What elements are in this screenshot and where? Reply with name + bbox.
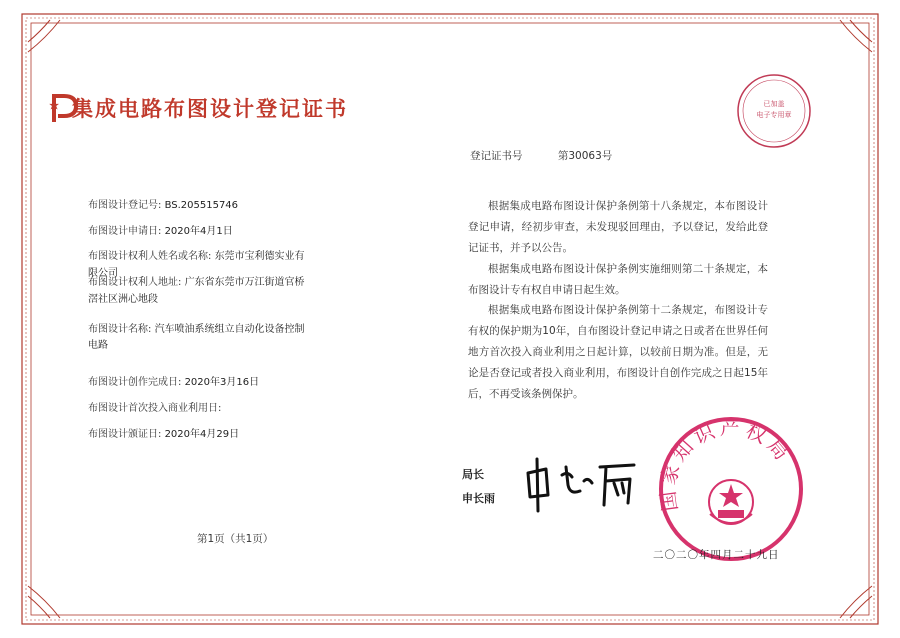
apply-date-value: 2020年4月1日	[164, 226, 233, 237]
signature-role: 局长	[462, 468, 484, 481]
owner-label: 布图设计权利人姓名或名称:	[88, 251, 212, 262]
reg-no-label: 布图设计登记号:	[88, 200, 162, 211]
certificate-number	[470, 148, 644, 163]
seal-text: 国家知识产权局	[656, 415, 797, 513]
first-use-row	[88, 399, 221, 414]
paragraph-3: 根据集成电路布图设计保护条例第十二条规定，布图设计专有权的保护期为10年，自布图设计登记申请之日或者在世界任何地方首次投入商业利用之日起计算，以较前日期为准。但是，无论是否登记或者投入商业利用，布图设计自创作完成之日起15年后，不再受该条例保护。	[468, 304, 768, 400]
svg-text:电子专用章: 电子专用章	[756, 111, 792, 119]
apply-date-row	[88, 222, 233, 237]
name-row	[88, 320, 305, 335]
address-value-line2: 滘社区洲心地段	[88, 294, 158, 305]
page-number: 第1页（共1页）	[197, 533, 274, 545]
issue-label: 布图设计颁证日:	[88, 429, 162, 440]
owner-row	[88, 247, 305, 262]
official-seal	[656, 414, 806, 564]
reg-no-row	[88, 196, 238, 211]
signature-name: 申长雨	[462, 492, 495, 505]
first-use-label: 布图设计首次投入商业利用日:	[88, 403, 222, 414]
paragraph-2: 根据集成电路布图设计保护条例实施细则第二十条规定，本布图设计专有权自申请日起生效。	[468, 263, 768, 296]
electronic-stamp	[735, 72, 813, 150]
apply-date-label: 布图设计申请日:	[88, 226, 162, 237]
issue-value: 2020年4月29日	[164, 429, 240, 440]
created-label: 布图设计创作完成日:	[88, 377, 182, 388]
owner-value-line1: 东莞市宝利德实业有	[214, 251, 305, 262]
reg-no-value: BS.205515746	[164, 200, 239, 211]
paragraph-1: 根据集成电路布图设计保护条例第十八条规定，本布图设计登记申请，经初步审查，未发现驳回理由，予以登记，发给此登记证书，并予以公告。	[468, 200, 768, 254]
certificate-title: 集成电路布图设计登记证书	[72, 97, 348, 121]
created-value: 2020年3月16日	[184, 377, 260, 388]
name-value-line2: 电路	[88, 340, 108, 351]
issue-row	[88, 425, 239, 440]
svg-text:已加盖: 已加盖	[763, 100, 785, 108]
certificate-number-label: 登记证书号	[470, 150, 523, 162]
address-label: 布图设计权利人地址:	[88, 277, 182, 288]
created-row	[88, 373, 259, 388]
certificate-number-value: 第30063号	[557, 150, 613, 162]
name-value-line1: 汽车喷油系统组立自动化设备控制	[154, 324, 305, 335]
address-value-line1: 广东省东莞市万江街道官桥	[184, 277, 305, 288]
address-row	[88, 273, 305, 288]
owner-value-line2: 限公司	[88, 268, 118, 279]
issue-date-footer: 二〇二〇年四月二十九日	[653, 549, 780, 561]
handwritten-signature	[522, 455, 642, 515]
name-label: 布图设计名称:	[88, 324, 152, 335]
